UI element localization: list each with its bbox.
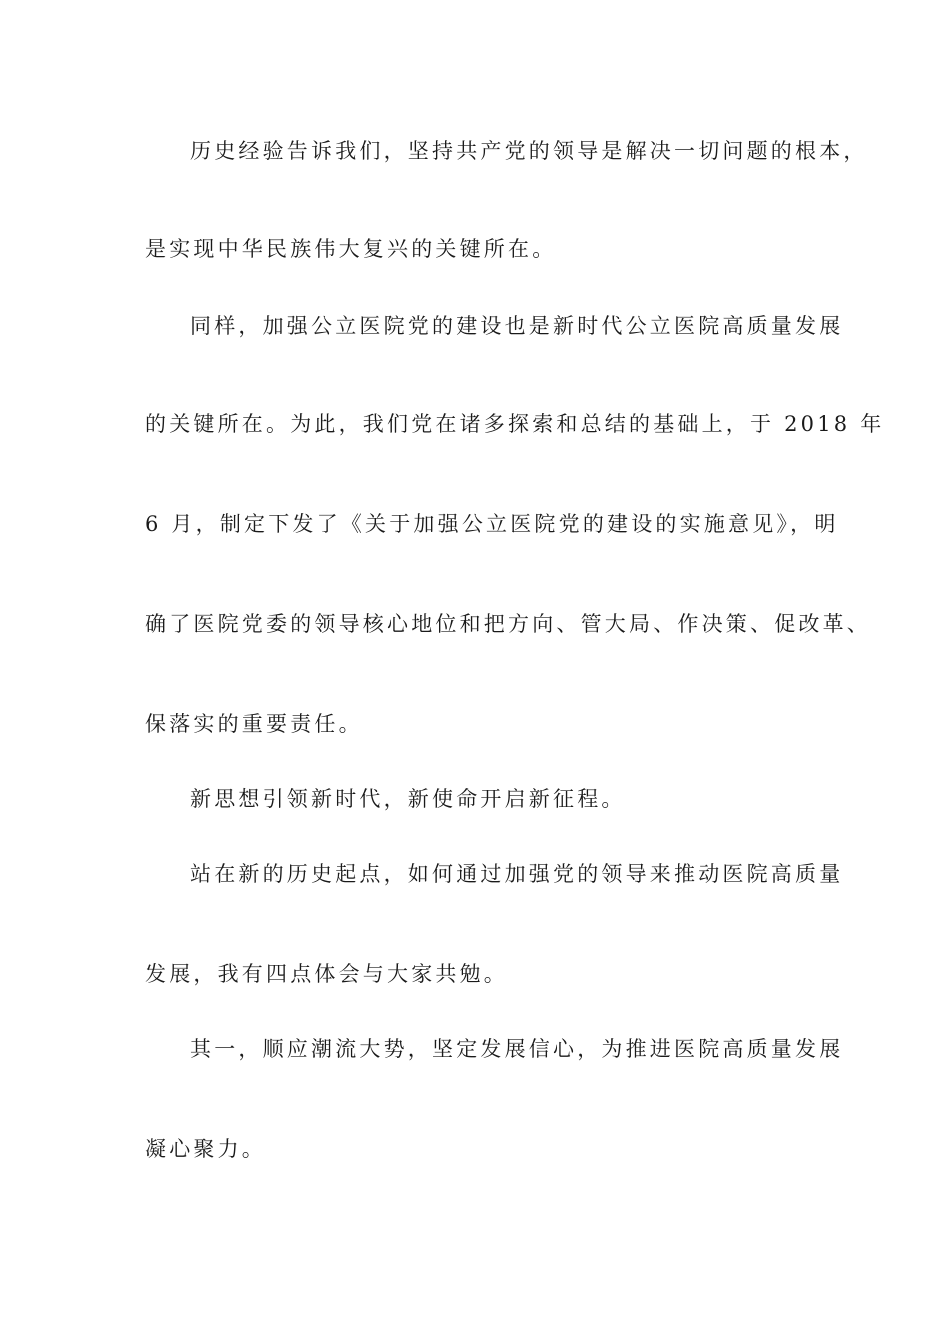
paragraph-5-line-2: 凝心聚力。 — [145, 1137, 266, 1161]
paragraph-1-line-2: 是实现中华民族伟大复兴的关键所在。 — [145, 237, 557, 261]
paragraph-3-line-1: 新思想引领新时代，新使命开启新征程。 — [190, 787, 626, 811]
paragraph-4-line-1: 站在新的历史起点，如何通过加强党的领导来推动医院高质量 — [190, 862, 844, 886]
paragraph-2-line-5: 保落实的重要责任。 — [145, 712, 363, 736]
paragraph-2-line-4: 确了医院党委的领导核心地位和把方向、管大局、作决策、促改革、 — [145, 612, 871, 636]
paragraph-2-line-1: 同样，加强公立医院党的建设也是新时代公立医院高质量发展 — [190, 314, 844, 338]
paragraph-5-line-1: 其一，顺应潮流大势，坚定发展信心，为推进医院高质量发展 — [190, 1037, 844, 1061]
paragraph-2-line-2: 的关键所在。为此，我们党在诸多探索和总结的基础上，于 2018 年 — [145, 412, 885, 436]
paragraph-4-line-2: 发展，我有四点体会与大家共勉。 — [145, 962, 508, 986]
paragraph-1-line-1: 历史经验告诉我们，坚持共产党的领导是解决一切问题的根本， — [190, 139, 868, 163]
paragraph-2-line-3: 6 月，制定下发了《关于加强公立医院党的建设的实施意见》，明 — [145, 512, 839, 536]
